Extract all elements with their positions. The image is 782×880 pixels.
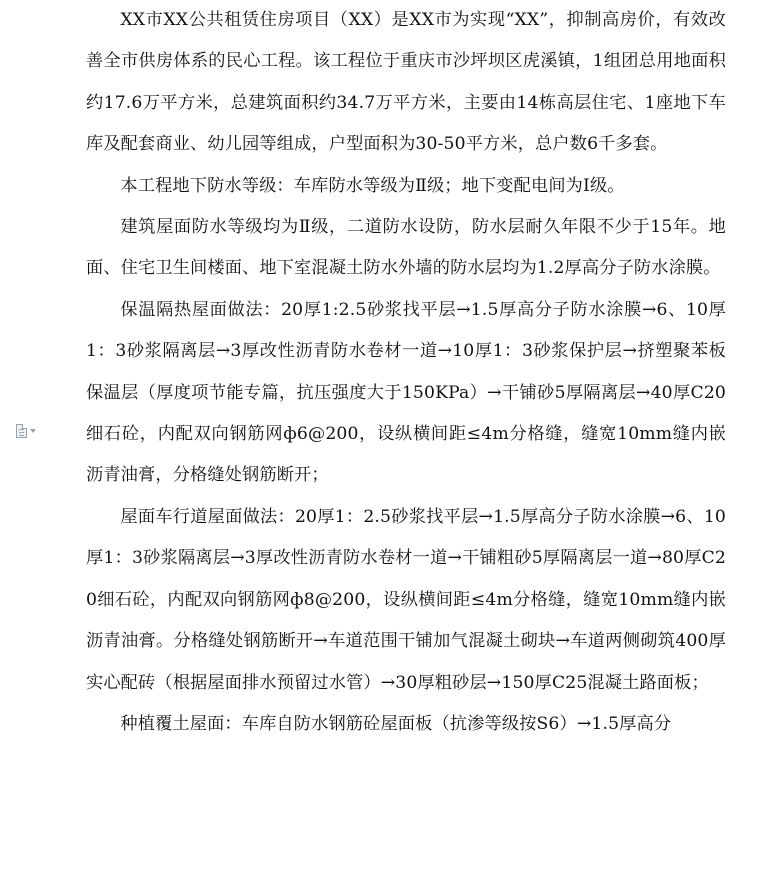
paragraph-roof-waterproof-grade: 建筑屋面防水等级均为Ⅱ级，二道防水设防，防水层耐久年限不少于15年。地面、住宅卫生间楼面、地下室混凝土防水外墙的防水层均为1.2厚高分子防水涂膜。 xyxy=(86,217,726,279)
paragraph-planted-roof-method: 种植覆土屋面：车库自防水钢筋砼屋面板（抗渗等级按S6）→1.5厚高分 xyxy=(120,713,672,734)
paragraph-driveway-roof-method: 屋面车行道屋面做法：20厚1：2.5砂浆找平层→1.5厚高分子防水涂膜→6、10厚1：3砂浆隔离层→3厚改性沥青防水卷材一道→干铺粗砂5厚隔离层一道→80厚C20细石砼，内配双向钢筋网ф8@200，设纵横间距≤4m分格缝，缝宽10mm缝内嵌沥青油膏。分格缝处钢筋断开→车道范围干铺加气混凝土砌块→车道两侧砌筑400厚实心配砖（根据屋面排水预留过水管）→30厚粗砂层→150厚C25混凝土路面板； xyxy=(86,506,726,693)
paragraph-insulated-roof-method: 保温隔热屋面做法：20厚1:2.5砂浆找平层→1.5厚高分子防水涂膜→6、10厚1：3砂浆隔离层→3厚改性沥青防水卷材一道→10厚1：3砂浆保护层→挤塑聚苯板保温层（厚度项节能专篇，抗压强度大于150KPa）→干铺砂5厚隔离层→40厚C20细石砼，内配双向钢筋网ф6@200，设纵横间距≤4m分格缝，缝宽10mm缝内嵌沥青油膏，分格缝处钢筋断开； xyxy=(86,299,726,486)
chevron-down-icon xyxy=(30,429,36,433)
paragraph-options-icon[interactable] xyxy=(16,423,46,439)
document-body xyxy=(86,0,726,745)
document-icon xyxy=(16,424,27,438)
paragraph-underground-waterproof-grade: 本工程地下防水等级：车库防水等级为Ⅱ级；地下变配电间为Ⅰ级。 xyxy=(120,175,625,196)
paragraph-project-overview: XX市XX公共租赁住房项目（XX）是XX市为实现“XX”，抑制高房价，有效改善全市供房体系的民心工程。该工程位于重庆市沙坪坝区虎溪镇，1组团总用地面积约17.6万平方米，总建筑面积约34.7万平方米，主要由14栋高层住宅、1座地下车库及配套商业、幼儿园等组成，户型面积为30-50平方米，总户数6千多套。 xyxy=(86,10,726,155)
